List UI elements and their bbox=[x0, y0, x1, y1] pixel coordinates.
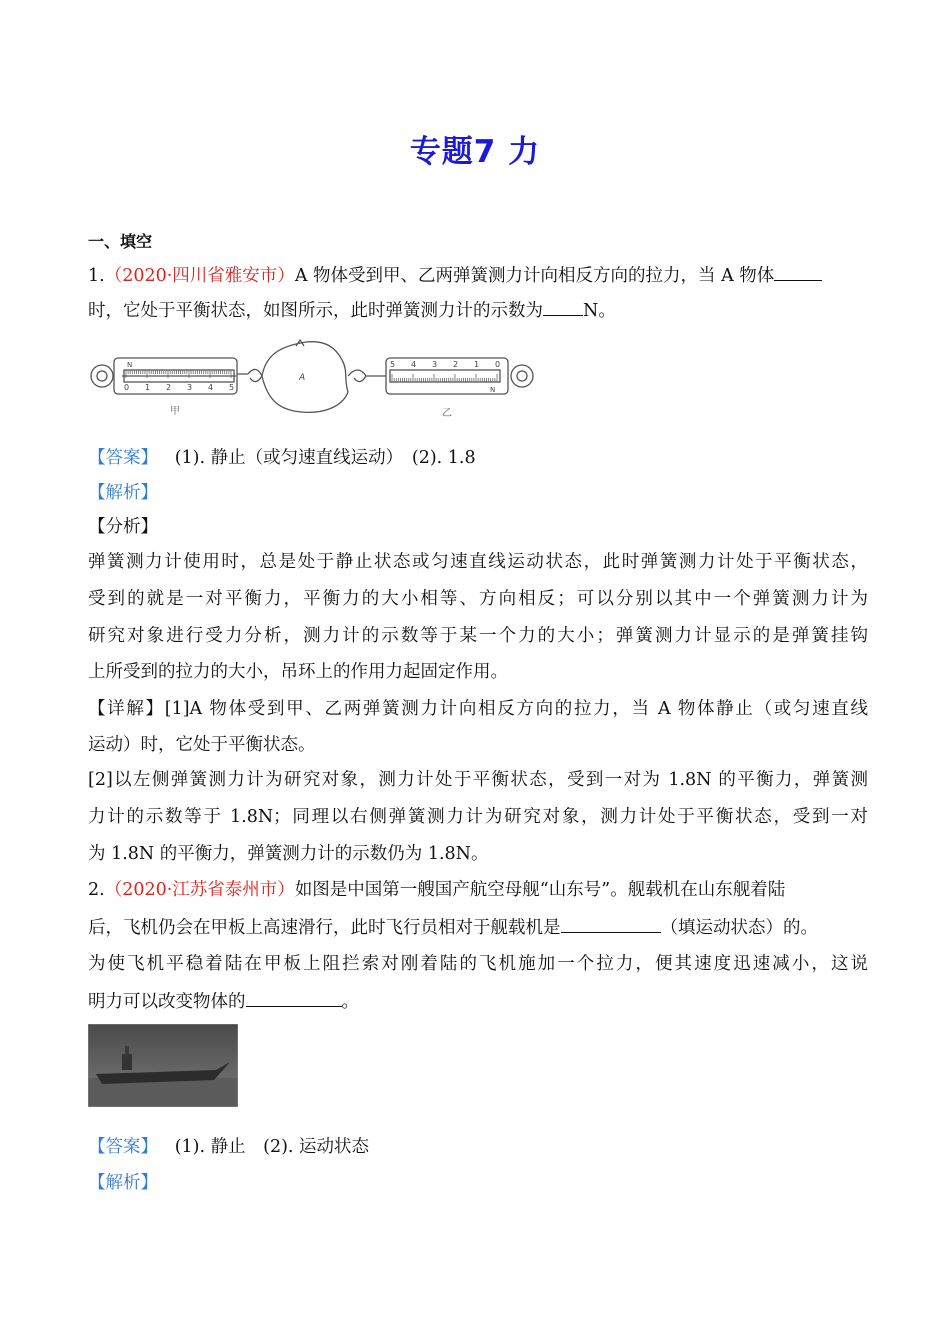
left-unit-label: N bbox=[127, 361, 133, 369]
q1-fenxi-tag: 【分析】 bbox=[88, 517, 158, 537]
q1-blank-2 bbox=[543, 297, 583, 316]
q2-line-1 bbox=[88, 877, 868, 903]
aircraft-carrier-photo bbox=[88, 1024, 238, 1107]
q2-answer-line bbox=[88, 1134, 868, 1160]
object-a-label: A bbox=[299, 373, 306, 383]
q1-detail-line-5: 为 1.8N 的平衡力，弹簧测力计的示数仍为 1.8N。 bbox=[88, 844, 489, 864]
q2-text-2b: （填运动状态）的。 bbox=[660, 918, 818, 938]
q2-text-4a: 明力可以改变物体的 bbox=[88, 992, 246, 1012]
q2-line-3: 为使飞机平稳着陆在甲板上阻拦索对刚着陆的飞机施加一个拉力，便其速度迅速减小，这说 bbox=[88, 954, 868, 974]
q1-text-1: A 物体受到甲、乙两弹簧测力计向相反方向的拉力，当 A 物体 bbox=[294, 266, 775, 286]
q1-detail-tag: 【详解】 bbox=[88, 699, 165, 719]
q1-detail-text-1: [1]A 物体受到甲、乙两弹簧测力计向相反方向的拉力，当 A 物体静止（或匀速直线 bbox=[164, 699, 868, 719]
q2-text-4b: 。 bbox=[341, 992, 359, 1012]
left-ring bbox=[91, 365, 113, 387]
q2-source: （2020·江苏省泰州市） bbox=[104, 880, 295, 900]
section-heading: 一、填空 bbox=[88, 232, 153, 251]
left-tick-label: 1 bbox=[145, 383, 151, 392]
q1-fenxi-line-1: 弹簧测力计使用时，总是处于静止状态或匀速直线运动状态，此时弹簧测力计处于平衡状态， bbox=[88, 552, 868, 572]
right-unit-label: N bbox=[490, 386, 496, 394]
left-tick-label: 0 bbox=[124, 383, 130, 392]
q1-line-2 bbox=[88, 297, 868, 324]
q2-blank-2 bbox=[246, 988, 342, 1007]
right-tick-label: 3 bbox=[432, 360, 438, 369]
left-tick-label: 2 bbox=[166, 383, 172, 392]
left-tick-label: 4 bbox=[208, 383, 214, 392]
q1-text-2a: 时，它处于平衡状态，如图所示，此时弹簧测力计的示数为 bbox=[88, 301, 543, 321]
left-tick-label: 5 bbox=[229, 383, 235, 392]
q1-number: 1. bbox=[88, 266, 105, 286]
q2-answer-text: (1). 静止 (2). 运动状态 bbox=[174, 1137, 370, 1157]
q1-analysis-tag: 【解析】 bbox=[88, 483, 158, 503]
q2-text-2a: 后，飞机仍会在甲板上高速滑行，此时飞行员相对于舰载机是 bbox=[88, 918, 561, 938]
q1-text-2b: N。 bbox=[583, 301, 616, 321]
q1-fenxi-line-3: 研究对象进行受力分析，测力计的示数等于某一个力的大小；弹簧测力计显示的是弹簧挂钩 bbox=[88, 626, 868, 646]
q2-number: 2. bbox=[88, 880, 105, 900]
q1-line-1 bbox=[88, 262, 868, 289]
right-hook bbox=[348, 370, 386, 382]
right-tick-label: 2 bbox=[453, 360, 459, 369]
right-tick-label: 4 bbox=[411, 360, 417, 369]
q2-text-1: 如图是中国第一艘国产航空母舰“山东号”。舰载机在山东舰着陆 bbox=[294, 880, 786, 900]
q1-source: （2020·四川省雅安市） bbox=[104, 266, 295, 286]
q2-line-4 bbox=[88, 988, 868, 1015]
q1-answer-line bbox=[88, 445, 868, 471]
q1-answer-text: (1). 静止（或匀速直线运动） (2). 1.8 bbox=[174, 448, 476, 468]
q2-blank-1 bbox=[561, 914, 661, 933]
q1-detail-line-3: [2]以左侧弹簧测力计为研究对象，测力计处于平衡状态，受到一对为 1.8N 的平衡力，弹簧测 bbox=[88, 770, 868, 790]
q1-fenxi-line-2: 受到的就是一对平衡力，平衡力的大小相等、方向相反；可以分别以其中一个弹簧测力计为 bbox=[88, 589, 868, 609]
left-hook bbox=[237, 369, 262, 381]
q1-answer-tag: 【答案】 bbox=[88, 448, 158, 468]
q1-blank-1 bbox=[774, 262, 822, 281]
right-tick-label: 1 bbox=[474, 360, 480, 369]
q2-answer-tag: 【答案】 bbox=[88, 1137, 158, 1157]
q1-detail-line-1 bbox=[88, 696, 868, 722]
left-tick-label: 3 bbox=[187, 383, 193, 392]
right-scale-label: 乙 bbox=[442, 408, 452, 419]
spring-scale-figure bbox=[86, 334, 541, 424]
q2-analysis-tag: 【解析】 bbox=[88, 1173, 158, 1193]
q2-line-2 bbox=[88, 914, 868, 941]
right-ring bbox=[511, 365, 533, 387]
q1-detail-line-4: 力计的示数等于 1.8N；同理以右侧弹簧测力计为研究对象，测力计处于平衡状态，受到一对 bbox=[88, 807, 868, 827]
page-title: 专题7 力 bbox=[409, 134, 541, 170]
right-tick-label: 5 bbox=[390, 360, 396, 369]
q1-fenxi-line-4: 上所受到的拉力的大小，吊环上的作用力起固定作用。 bbox=[88, 662, 508, 682]
right-tick-label: 0 bbox=[495, 360, 501, 369]
left-scale-label: 甲 bbox=[170, 406, 180, 417]
q1-detail-line-2: 运动）时，它处于平衡状态。 bbox=[88, 735, 316, 755]
